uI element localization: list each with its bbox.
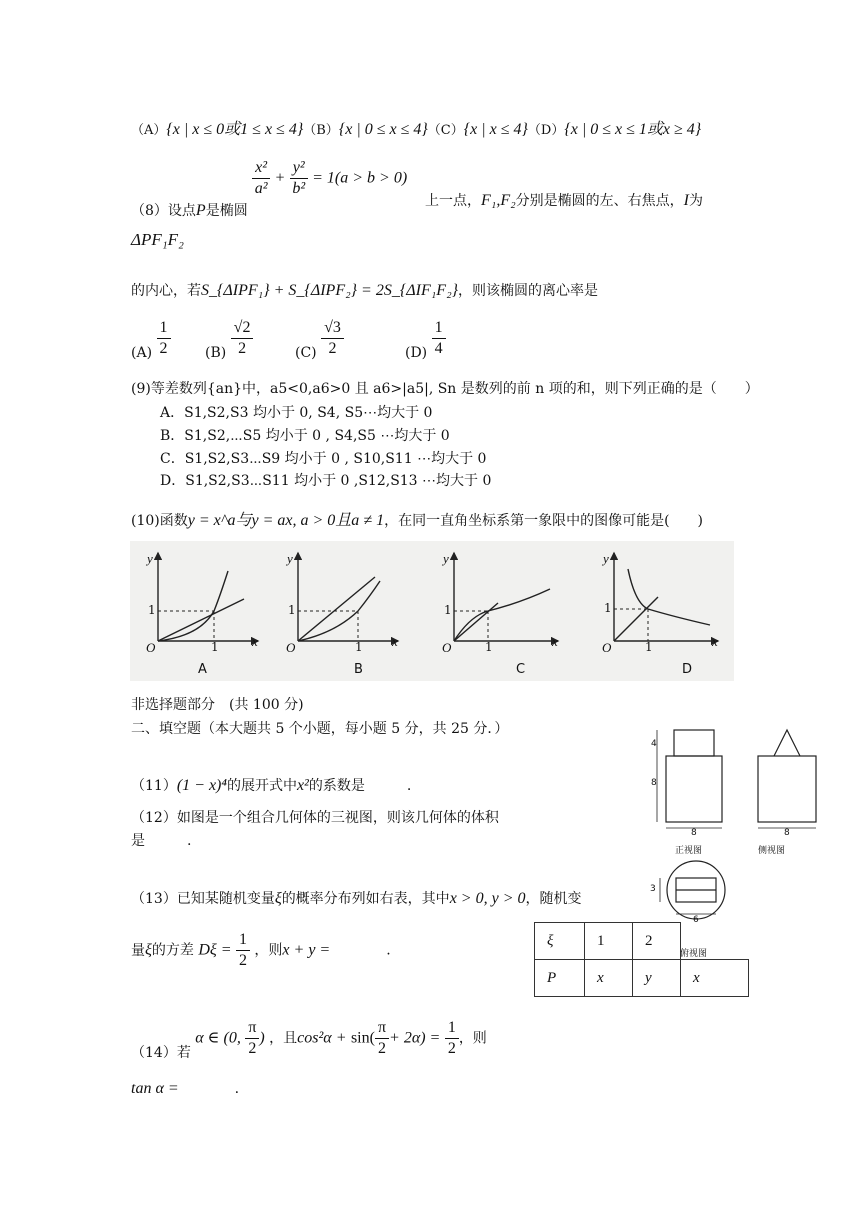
q10-d-axis-x: x [712, 634, 718, 649]
q10-c-tick-x: 1 [485, 640, 493, 654]
q8-choice-a-num: 1 [157, 318, 171, 339]
q12-line2: 是 . [131, 833, 192, 849]
dim-front-width: 8 [691, 828, 697, 838]
q10-graph-a [158, 553, 258, 641]
q13-line1-a: （13）已知某随机变量 [131, 891, 275, 907]
table-cell: 1 [585, 923, 633, 960]
q10-b-origin: O [286, 640, 296, 655]
q9-option-c: C．S1,S2,S3⋯S9 均小于 0 , S10,S11 ⋯均大于 0 [160, 451, 487, 467]
q10-b-tick-x: 1 [355, 640, 363, 654]
q8-ellipse-a: a² [254, 180, 268, 197]
q14-rhs-num: 1 [445, 1018, 459, 1039]
q8-choice-b-num: √2 [231, 318, 254, 339]
q14-close: ) [259, 1029, 265, 1047]
q13-d-xi: Dξ = [198, 941, 232, 959]
q10-c-axis-x: x [552, 634, 558, 649]
q10-c-origin: O [442, 640, 452, 655]
q7-option-b-label: （B） [303, 123, 339, 138]
q8-choice-c [295, 318, 344, 359]
q10-d-tick-y: 1 [604, 601, 612, 615]
q10-graph-d [614, 553, 718, 641]
q11-tail: 的系数是 . [308, 778, 412, 794]
q8-point-p: P [195, 201, 206, 219]
table-cell: ξ [535, 923, 585, 960]
q8-choice-d-den: 4 [434, 340, 443, 357]
q14-sin-pi-den: 2 [377, 1040, 386, 1057]
section-nonchoice: 非选择题部分 (共 100 分) [131, 697, 304, 713]
q7-option-c: {x | x ≤ 4} [463, 121, 528, 138]
q8-choice-c-num: √3 [321, 318, 344, 339]
distribution-table [534, 922, 749, 997]
q13-line2-d: . [330, 942, 391, 959]
q11-mid: 的展开式中 [226, 778, 297, 794]
q10-a-origin: O [146, 640, 156, 655]
q13-line1-b: 的概率分布列如右表，其中 [281, 891, 450, 907]
q10-stem [131, 507, 703, 530]
q10-a-axis-y: y [147, 551, 153, 566]
q7-option-d-label: （D） [527, 123, 565, 138]
q8-foci: F₁,F₂ [481, 192, 516, 209]
q8-condition [131, 280, 598, 300]
q8-choice-d [405, 318, 446, 359]
q8-choice-d-num: 1 [432, 318, 446, 339]
side-view-label: 侧视图 [758, 846, 786, 856]
q10-b-axis-y: y [287, 551, 293, 566]
q8-ellipse-y: y² [290, 158, 308, 179]
q10-graph-c [454, 553, 558, 641]
distribution-row-p [535, 960, 749, 997]
q10-a-tick-y: 1 [148, 603, 156, 617]
q13-line1-c: ，随机变 [525, 891, 582, 907]
distribution-row-xi [535, 923, 749, 960]
table-cell [681, 923, 749, 960]
q14-cos: cos²α + [297, 1029, 347, 1047]
q8-stem-tail [425, 190, 703, 210]
q10-a-axis-x: x [252, 634, 258, 649]
q9-option-d: D．S1,S2,S3⋯S11 均小于 0 ,S12,S13 ⋯均大于 0 [160, 473, 492, 489]
q13-xi-2: ξ [145, 941, 152, 959]
front-view-label: 正视图 [675, 846, 703, 856]
q8-tail: ，则该椭圆的离心率是 [458, 283, 599, 299]
q10-prefix: (10)函数 [131, 513, 188, 529]
q7-option-b: {x | 0 ≤ x ≤ 4} [338, 121, 428, 138]
dim-side-width: 8 [784, 828, 790, 838]
q7-option-a-label: （A） [131, 123, 167, 138]
q8-choice-c-den: 2 [328, 340, 337, 357]
q8-choice-d-label: (D) [405, 344, 428, 361]
q14-pi-num: π [245, 1018, 259, 1039]
q10-b-tick-y: 1 [288, 603, 296, 617]
q13-line2-c: ，则 [254, 942, 283, 959]
q14-alpha-in: α ∈ (0, [195, 1029, 241, 1047]
q10-graph-d-label: D [682, 662, 693, 677]
q9-option-b: B．S1,S2,⋯S5 均小于 0 , S4,S5 ⋯均大于 0 [160, 428, 450, 444]
top-view-label: 俯视图 [680, 949, 708, 959]
section-fill-title: 二、填空题（本大题共 5 个小题，每小题 5 分，共 25 分．） [131, 721, 509, 737]
q8-ellipse-x-frac [252, 158, 270, 199]
q13-var-den: 2 [238, 952, 247, 969]
q7-option-a: {x | x ≤ 0或1 ≤ x ≤ 4} [166, 121, 304, 138]
front-view-body [666, 756, 722, 822]
table-cell: P [535, 960, 585, 997]
q8-ellipse-rhs: = 1(a > b > 0) [312, 169, 408, 187]
q8-ellipse-b: b² [292, 180, 306, 197]
q14-line2 [131, 1078, 239, 1098]
table-cell: x [681, 960, 749, 997]
q14-and: ，且 [269, 1030, 298, 1047]
q12-line1: （12）如图是一个组合几何体的三视图，则该几何体的体积 [131, 810, 499, 826]
q13-line2-a: 量 [131, 942, 145, 959]
q8-ellipse-x: x² [252, 158, 270, 179]
q14-then: ，则 [458, 1030, 487, 1047]
q8-intro: 设点 [167, 202, 196, 219]
dim-body-height: 8 [651, 778, 657, 788]
table-cell: x [585, 960, 633, 997]
q10-suffix: ，在同一直角坐标系第一象限中的图像可能是( ) [384, 513, 704, 529]
side-view-triangle [774, 730, 800, 756]
q10-b-axis-x: x [392, 634, 398, 649]
q13-cond: x > 0, y > 0 [449, 890, 526, 907]
q10-graph-b [298, 553, 398, 641]
side-view-body [758, 756, 816, 822]
q14-line1 [131, 1018, 487, 1059]
q14-sin-open: sin( [350, 1029, 375, 1047]
q13-xi: ξ [274, 890, 282, 907]
q13-sum: x + y = [282, 941, 331, 959]
dim-top-height: 4 [651, 739, 657, 749]
q11-number: （11） [131, 778, 177, 794]
q10-a-tick-x: 1 [211, 640, 219, 654]
front-view-top-box [674, 730, 714, 756]
q13-var-num: 1 [236, 930, 250, 951]
q14-number: （14）若 [131, 1044, 191, 1061]
dim-top-view-width: 6 [693, 915, 699, 925]
q10-formula: y = x^a与y = ax, a > 0且a ≠ 1 [187, 512, 385, 529]
q8-on-point: 上一点， [425, 193, 481, 209]
q14-sin-pi-num: π [375, 1018, 389, 1039]
q11 [131, 775, 411, 795]
q7-option-c-label: （C） [427, 123, 464, 138]
q10-graph-c-label: C [516, 662, 526, 677]
q10-graphs [130, 541, 734, 681]
q14-sin-close: + 2α) = [389, 1029, 441, 1047]
q9-stem: (9)等差数列{an}中，a5<0,a6>0 且 a6>|a5|, Sn 是数列的前 n 项的和，则下列正确的是（ ） [131, 381, 759, 397]
table-cell: y [633, 960, 681, 997]
q10-d-origin: O [602, 640, 612, 655]
q11-expr: (1 − x)⁴ [176, 777, 227, 794]
q10-d-axis-y: y [603, 551, 609, 566]
q11-term: x² [296, 777, 309, 794]
q8-incenter-i: I [683, 192, 689, 209]
q8-stem: （8）设点P是椭圆 $\frac{\text{x²}}{\text{a²}}$ + $\frac{\text{y²}}{\text{b²}}$ = 1(a > b > 0) [131, 159, 408, 219]
q14-rhs-den: 2 [447, 1040, 456, 1057]
q8-number: （8） [131, 202, 168, 219]
table-cell: 2 [633, 923, 681, 960]
q10-graph-b-label: B [354, 662, 363, 677]
q8-area-eq: S_{ΔIPF₁} + S_{ΔIPF₂} = 2S_{ΔIF₁F₂} [201, 282, 459, 299]
q8-is: 为 [689, 193, 703, 209]
q8-foci-text: 分别是椭圆的左、右焦点， [515, 193, 684, 209]
q13-line2-b: 的方差 [151, 942, 194, 959]
q8-choice-c-label: (C) [295, 344, 317, 361]
q13-line2 [131, 930, 391, 971]
q14-pi-den: 2 [248, 1040, 257, 1057]
q8-choice-b-den: 2 [238, 340, 247, 357]
q8-triangle: ΔPF₁F₂ [131, 230, 184, 249]
q7-option-d: {x | 0 ≤ x ≤ 1或x ≥ 4} [564, 121, 702, 138]
q7-options [131, 116, 701, 139]
q14-tan: tan α = [131, 1080, 179, 1097]
q13-line1 [131, 888, 581, 908]
q8-ellipse-y-frac [290, 158, 308, 199]
q10-d-tick-x: 1 [645, 640, 653, 654]
q8-choice-a [131, 318, 171, 359]
q8-choice-b-label: (B) [205, 344, 227, 361]
q10-graph-a-label: A [198, 662, 207, 677]
q8-is-ellipse: 是椭圆 [205, 202, 248, 219]
q10-c-axis-y: y [443, 551, 449, 566]
q14-end: . [178, 1081, 240, 1097]
q9-option-a: A．S1,S2,S3 均小于 0, S4, S5⋯均大于 0 [160, 405, 433, 421]
q8-choice-b [205, 318, 253, 359]
q8-choice-a-label: (A) [131, 344, 153, 361]
q8-incenter-text: 的内心，若 [131, 283, 201, 299]
q10-c-tick-y: 1 [444, 603, 452, 617]
dim-top-view-height: 3 [650, 884, 656, 894]
q8-choice-a-den: 2 [159, 340, 168, 357]
